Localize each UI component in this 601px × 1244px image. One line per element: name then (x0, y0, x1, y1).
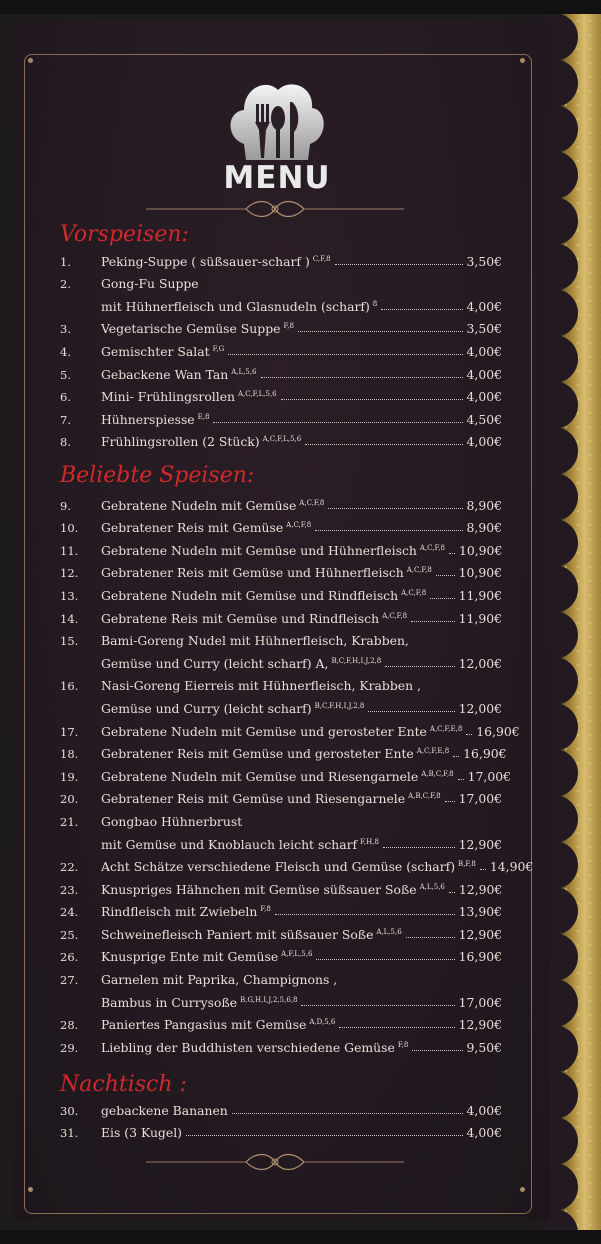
menu-list-nachtisch (60, 1095, 502, 1140)
item-name (101, 367, 257, 382)
allergen-codes: F,8 (260, 905, 271, 914)
item-price: 10,90€ (458, 565, 502, 581)
allergen-codes: A,C,F,L,5,6 (238, 390, 277, 399)
item-number: 24. (60, 905, 79, 920)
item-price: 9,50€ (466, 1039, 502, 1055)
allergen-codes: A,C,F,L,5,6 (262, 435, 302, 444)
item-number: 6. (60, 390, 71, 405)
dot-leader (232, 1113, 463, 1114)
dot-leader (381, 309, 462, 310)
dot-leader (335, 264, 463, 265)
item-name-text: Gebratene Reis mit Gemüse und Rindfleisch (101, 610, 380, 626)
menu-item (60, 829, 502, 852)
dot-leader (368, 711, 454, 712)
menu-item (60, 490, 502, 513)
menu-item (60, 427, 502, 450)
item-price: 11,90€ (458, 610, 502, 626)
allergen-codes: A,B,C,F,8 (421, 769, 454, 778)
item-name (101, 791, 441, 806)
menu-item (60, 942, 502, 965)
item-name-text: Gebratener Reis mit Gemüse und Hühnerfleisch (101, 565, 404, 581)
item-number: 28. (60, 1018, 79, 1033)
menu-item (60, 314, 502, 337)
item-price: 4,00€ (466, 434, 502, 450)
item-number: 16. (60, 679, 79, 694)
item-price: 17,00€ (458, 791, 502, 807)
item-name-text: Acht Schätze verschiedene Fleisch und Gemüse (scharf) (101, 859, 456, 875)
item-name (101, 972, 337, 987)
item-number: 27. (60, 973, 79, 988)
item-price: 16,90€ (463, 746, 507, 762)
allergen-codes: A,B,C,F,8 (408, 792, 441, 801)
dot-leader (383, 847, 455, 848)
allergen-codes: B,C,F,H,I,J,2,8 (314, 701, 365, 710)
menu-item (60, 761, 511, 784)
dot-leader (466, 734, 472, 735)
item-name-text: Gebratener Reis mit Gemüse und Riesengarnele (101, 791, 406, 807)
menu-item (60, 535, 502, 558)
item-name (101, 344, 224, 359)
item-name (101, 520, 311, 535)
item-name (101, 611, 407, 626)
item-name (101, 588, 426, 603)
ornament-divider-icon (146, 199, 404, 219)
section-title-beliebte-speisen: Beliebte Speisen: (60, 463, 255, 488)
menu-item (60, 382, 502, 405)
menu-item (60, 987, 502, 1010)
allergen-codes: A,C,F,8 (382, 611, 408, 620)
item-number: 22. (60, 860, 79, 875)
item-number: 18. (60, 747, 79, 762)
item-name (101, 276, 199, 291)
allergen-codes: A,C,F,8 (299, 498, 325, 507)
item-number: 5. (60, 367, 71, 382)
menu-item (60, 1032, 502, 1055)
item-name (101, 995, 297, 1010)
dot-leader (275, 914, 455, 915)
item-price: 17,00€ (467, 768, 511, 784)
item-price: 13,90€ (458, 904, 502, 920)
allergen-codes: F,8 (397, 1040, 409, 1049)
item-name-text: Gebratene Nudeln mit Gemüse und Riesengarnele (101, 768, 419, 784)
item-number: 26. (60, 950, 79, 965)
item-name (101, 882, 445, 897)
item-name-text: Schweinefleisch Paniert mit süßsauer Soße (101, 926, 374, 942)
item-number: 21. (60, 814, 79, 829)
menu-item (60, 784, 502, 807)
allergen-codes: A,C,F,E,8 (416, 747, 450, 756)
allergen-codes: A,D,5,6 (309, 1018, 336, 1027)
dot-leader (411, 621, 455, 622)
item-price: 14,90€ (489, 859, 534, 875)
dot-leader (406, 937, 455, 938)
allergen-codes: F,H,8 (360, 837, 379, 846)
menu-item (60, 852, 534, 875)
item-number: 11. (60, 543, 79, 558)
menu-item (60, 336, 502, 359)
item-price: 16,90€ (476, 723, 520, 739)
dot-leader (261, 377, 463, 378)
item-name-text: Gemüse und Curry (leicht scharf) (101, 700, 312, 716)
allergen-codes: A,F,L,5,6 (281, 950, 313, 959)
item-name (101, 498, 324, 513)
item-name (101, 1040, 408, 1055)
item-name-text: Gebratene Nudeln mit Gemüse und Rindfleisch (101, 587, 399, 603)
dot-leader (385, 666, 454, 667)
item-name-text: Gebratene Nudeln mit Gemüse und Hühnerfleisch (101, 542, 417, 558)
item-name (101, 434, 301, 449)
item-name (101, 701, 364, 716)
dot-leader (430, 598, 454, 599)
item-number: 20. (60, 792, 79, 807)
item-number: 19. (60, 769, 79, 784)
item-name (101, 389, 277, 404)
allergen-codes: B,G,H,I,J,2,5,6,8 (240, 995, 298, 1004)
allergen-codes: B,F,8 (458, 860, 476, 869)
top-bar (0, 0, 601, 14)
allergen-codes: E,8 (197, 412, 210, 421)
menu-item (60, 1010, 502, 1033)
section-title-nachtisch: Nachtisch : (60, 1072, 187, 1097)
item-number: 3. (60, 322, 71, 337)
dot-leader (449, 553, 455, 554)
menu-list-vorspeisen (60, 246, 502, 449)
item-name-text: Nasi-Goreng Eierreis mit Hühnerfleisch, Krabben , (101, 678, 421, 694)
item-price: 16,90€ (458, 949, 502, 965)
menu-item (60, 246, 502, 269)
item-price: 8,90€ (466, 520, 502, 536)
menu-item (60, 269, 502, 292)
item-price: 12,00€ (458, 700, 502, 716)
item-name (101, 254, 331, 269)
menu-list-beliebte-speisen (60, 490, 534, 1055)
menu-item (60, 806, 502, 829)
item-number: 23. (60, 882, 79, 897)
item-number: 12. (60, 566, 79, 581)
dot-leader (445, 801, 455, 802)
item-price: 8,90€ (466, 497, 502, 513)
item-price: 17,00€ (458, 994, 502, 1010)
item-name-text: Frühlingsrollen (2 Stück) (101, 434, 260, 450)
dot-leader (305, 444, 462, 445)
ornament-divider-icon (146, 1152, 404, 1172)
item-number: 30. (60, 1103, 79, 1118)
allergen-codes: F,G (212, 344, 225, 353)
item-name (101, 837, 379, 852)
item-name (101, 299, 377, 314)
item-number: 7. (60, 412, 71, 427)
menu-item (60, 897, 502, 920)
item-price: 4,00€ (466, 343, 502, 359)
item-name-text: gebackene Bananen (101, 1102, 228, 1118)
item-price: 4,50€ (466, 411, 502, 427)
dot-leader (480, 869, 486, 870)
item-name-text: mit Hühnerfleisch und Glasnudeln (scharf) (101, 298, 370, 314)
item-name-text: Hühnerspiesse (101, 411, 195, 427)
item-name-text: mit Gemüse und Knoblauch leicht scharf (101, 836, 358, 852)
frame-corner-dot (28, 1187, 33, 1192)
menu-item (60, 671, 502, 694)
item-number: 17. (60, 724, 79, 739)
frame-corner-dot (28, 58, 33, 63)
item-name (101, 724, 462, 739)
menu-item (60, 404, 502, 427)
item-number: 8. (60, 435, 71, 450)
menu-title: MENU (223, 160, 331, 196)
allergen-codes: C,F,8 (312, 254, 331, 263)
item-price: 10,90€ (458, 542, 503, 558)
item-number: 25. (60, 927, 79, 942)
dot-leader (186, 1135, 463, 1136)
item-price: 12,00€ (458, 655, 502, 671)
item-name-text: Bambus in Currysoße (101, 994, 238, 1010)
item-name (101, 904, 271, 919)
item-name-text: Knuspriges Hähnchen mit Gemüse süßsauer Soße (101, 881, 417, 897)
menu-item (60, 1095, 502, 1118)
item-name-text: Rindfleisch mit Zwiebeln (101, 904, 258, 920)
dot-leader (316, 959, 454, 960)
item-name (101, 949, 312, 964)
menu-item (60, 648, 502, 671)
item-name (101, 1103, 228, 1118)
allergen-codes: A,C,F,8 (401, 588, 427, 597)
item-price: 12,90€ (458, 926, 502, 942)
dot-leader (453, 756, 459, 757)
item-name-text: Gebackene Wan Tan (101, 366, 229, 382)
item-name (101, 927, 402, 942)
item-name-text: Peking-Suppe ( süßsauer-scharf ) (101, 253, 310, 269)
item-name (101, 746, 449, 761)
item-price: 4,00€ (466, 389, 502, 405)
dot-leader (339, 1027, 454, 1028)
allergen-codes: A,L,5,6 (419, 882, 445, 891)
menu-item (60, 603, 502, 626)
item-number: 13. (60, 588, 79, 603)
menu-item (60, 580, 502, 603)
item-name-text: Vegetarische Gemüse Suppe (101, 321, 281, 337)
item-price: 3,50€ (466, 321, 502, 337)
item-name-text: Knusprige Ente mit Gemüse (101, 949, 279, 965)
menu-item (60, 291, 502, 314)
dot-leader (228, 354, 462, 355)
allergen-codes: A,C,F,8 (419, 543, 445, 552)
item-name (101, 678, 421, 693)
menu-item (60, 558, 502, 581)
item-price: 3,50€ (466, 253, 502, 269)
item-number: 9. (60, 498, 71, 513)
menu-item (60, 626, 502, 649)
item-number: 4. (60, 344, 71, 359)
menu-item (60, 919, 502, 942)
item-name-text: Garnelen mit Paprika, Champignons , (101, 972, 338, 988)
menu-item (60, 716, 520, 739)
menu-item (60, 739, 507, 762)
item-price: 11,90€ (458, 587, 502, 603)
item-name-text: Gebratene Nudeln mit Gemüse (101, 497, 297, 513)
item-name (101, 321, 294, 336)
item-name-text: Liebling der Buddhisten verschiedene Gemüse (101, 1039, 395, 1055)
frame-corner-dot (520, 1187, 525, 1192)
item-name-text: Eis (3 Kugel) (101, 1125, 182, 1141)
item-name (101, 656, 381, 671)
item-name (101, 412, 209, 427)
item-name-text: Gemüse und Curry (leicht scharf) A, (101, 655, 329, 671)
item-price: 12,90€ (458, 836, 502, 852)
menu-item (60, 874, 502, 897)
item-name (101, 1017, 335, 1032)
dot-leader (298, 331, 463, 332)
item-price: 4,00€ (466, 1125, 502, 1141)
item-number: 29. (60, 1040, 79, 1055)
item-number: 2. (60, 277, 71, 292)
menu-item (60, 693, 502, 716)
item-name-text: Gongbao Hühnerbrust (101, 813, 243, 829)
item-name (101, 633, 409, 648)
item-price: 4,00€ (466, 298, 502, 314)
allergen-codes: B,C,F,H,I,J,2,8 (331, 656, 382, 665)
allergen-codes: 8 (372, 299, 378, 308)
dot-leader (328, 508, 462, 509)
item-price: 4,00€ (466, 366, 502, 382)
menu-item (60, 1118, 502, 1141)
section-title-vorspeisen: Vorspeisen: (60, 222, 189, 247)
item-number: 14. (60, 611, 79, 626)
item-number: 15. (60, 634, 79, 649)
dot-leader (412, 1050, 462, 1051)
item-name (101, 565, 432, 580)
item-price: 4,00€ (466, 1102, 502, 1118)
item-name-text: Gebratener Reis mit Gemüse und gerosteter Ente (101, 746, 414, 762)
item-number: 1. (60, 254, 71, 269)
item-number: 31. (60, 1126, 79, 1141)
item-price: 12,90€ (458, 1017, 502, 1033)
dot-leader (213, 422, 462, 423)
item-name-text: Gebratene Nudeln mit Gemüse und gerosteter Ente (101, 723, 427, 739)
allergen-codes: A,C,F,8 (406, 566, 432, 575)
item-name-text: Paniertes Pangasius mit Gemüse (101, 1017, 307, 1033)
dot-leader (315, 530, 462, 531)
item-name-text: Gong-Fu Suppe (101, 276, 199, 292)
item-name (101, 814, 242, 829)
item-name (101, 769, 454, 784)
item-price: 12,90€ (458, 881, 503, 897)
item-name-text: Gebratener Reis mit Gemüse (101, 520, 284, 536)
menu-item (60, 964, 502, 987)
allergen-codes: F,8 (283, 322, 294, 331)
item-name (101, 1125, 182, 1140)
allergen-codes: A,L,5,6 (231, 367, 257, 376)
allergen-codes: A,L,5,6 (376, 927, 402, 936)
item-name (101, 859, 476, 874)
dot-leader (449, 892, 455, 893)
item-name (101, 543, 445, 558)
allergen-codes: A,C,F,E,8 (429, 724, 463, 733)
menu-item (60, 513, 502, 536)
item-name-text: Gemischter Salat (101, 343, 210, 359)
allergen-codes: A,C,F,8 (286, 521, 312, 530)
menu-item (60, 359, 502, 382)
item-number: 10. (60, 521, 79, 536)
bottom-bar (0, 1230, 601, 1244)
item-name-text: Bami-Goreng Nudel mit Hühnerfleisch, Krabben, (101, 633, 409, 649)
frame-corner-dot (520, 58, 525, 63)
dot-leader (301, 1005, 454, 1006)
dot-leader (281, 399, 463, 400)
item-name-text: Mini- Frühlingsrollen (101, 389, 236, 405)
dot-leader (458, 779, 464, 780)
dot-leader (436, 575, 455, 576)
